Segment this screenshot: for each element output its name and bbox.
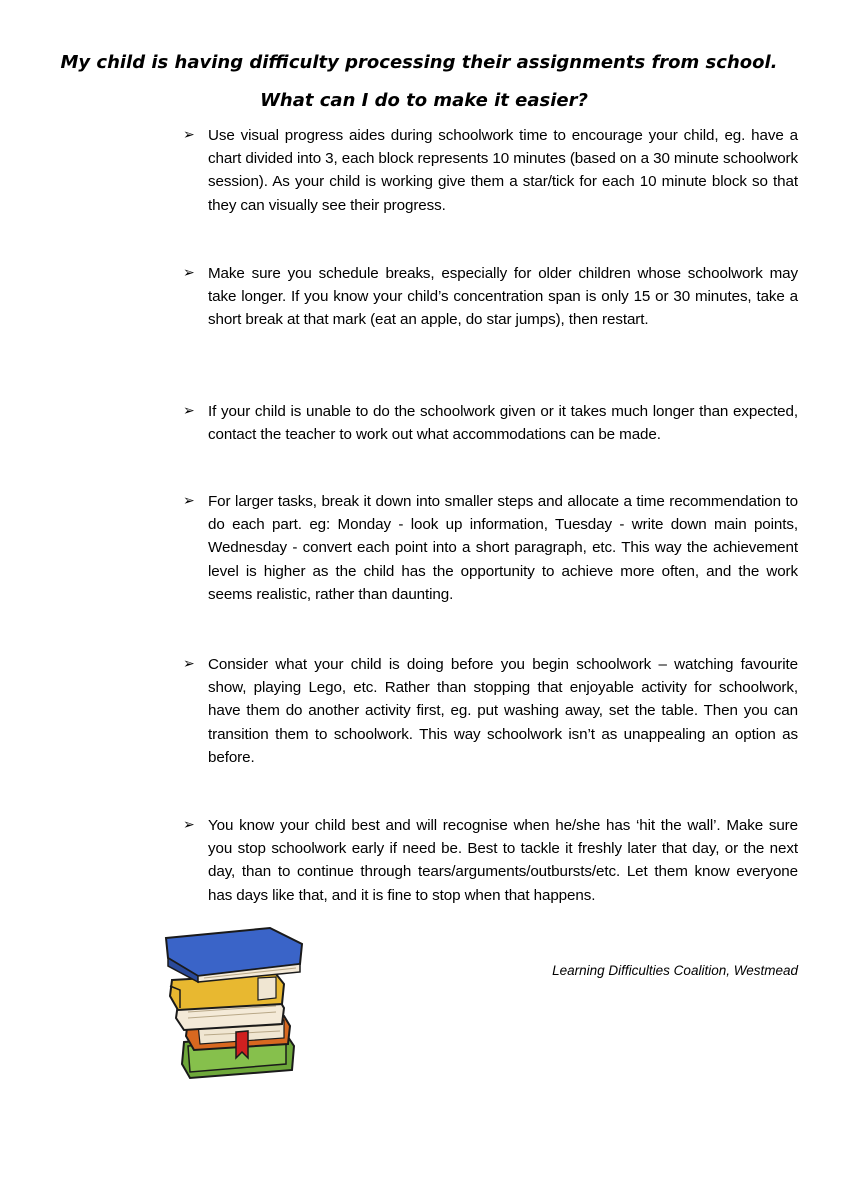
list-item [183, 490, 798, 606]
list-item-text: Consider what your child is doing before you begin schoolwork – watching favourite show, playing Lego, etc. Rather than stopping that enjoyable activity for schoolwork, have them do another activity first, eg. put washing away, set the table. Then you can transition them to schoolwork. This way schoolwork isn’t as unappealing an option as before. [208, 656, 798, 766]
list-item [183, 262, 798, 332]
list-item-text: Make sure you schedule breaks, especially for older children whose schoolwork may take longer. If you know your child’s concentration span is only 15 or 30 minutes, take a short break at that mark (eat an apple, do star jumps), then restart. [208, 265, 798, 329]
list-item [183, 400, 798, 446]
arrow-bullet-icon: ➢ [183, 265, 195, 281]
list-item [183, 814, 798, 907]
page-title-line-2: What can I do to make it easier? [260, 90, 588, 111]
arrow-bullet-icon: ➢ [183, 403, 195, 419]
list-item [183, 124, 798, 217]
arrow-bullet-icon: ➢ [183, 656, 195, 672]
list-item-text: Use visual progress aides during schoolwork time to encourage your child, eg. have a chart divided into 3, each block represents 10 minutes (based on a 30 minute schoolwork session). As your child is working give them a star/tick for each 10 minute block so that they can visually see their progress. [208, 127, 798, 214]
arrow-bullet-icon: ➢ [183, 493, 195, 509]
stack-of-books-icon [158, 924, 308, 1080]
list-item-text: For larger tasks, break it down into smaller steps and allocate a time recommendation to do each part. eg: Monday - look up information, Tuesday - write down main points, Wednesday - convert each point into a short paragraph, etc. This way the achievement level is higher as the child has the opportunity to achieve more often, and the work seems realistic, rather than daunting. [208, 493, 798, 603]
list-item [183, 653, 798, 769]
arrow-bullet-icon: ➢ [183, 127, 195, 143]
page-title-line-1: My child is having difficulty processing their assignments from school. [60, 52, 778, 73]
arrow-bullet-icon: ➢ [183, 817, 195, 833]
credit-line: Learning Difficulties Coalition, Westmead [552, 963, 798, 978]
list-item-text: You know your child best and will recognise when he/she has ‘hit the wall’. Make sure you stop schoolwork early if need be. Best to tackle it freshly later that day, or the next day, than to continue through tears/arguments/outbursts/etc. Let them know everyone has days like that, and it is fine to stop when that happens. [208, 817, 798, 904]
list-item-text: If your child is unable to do the schoolwork given or it takes much longer than expected, contact the teacher to work out what accommodations can be made. [208, 403, 798, 444]
